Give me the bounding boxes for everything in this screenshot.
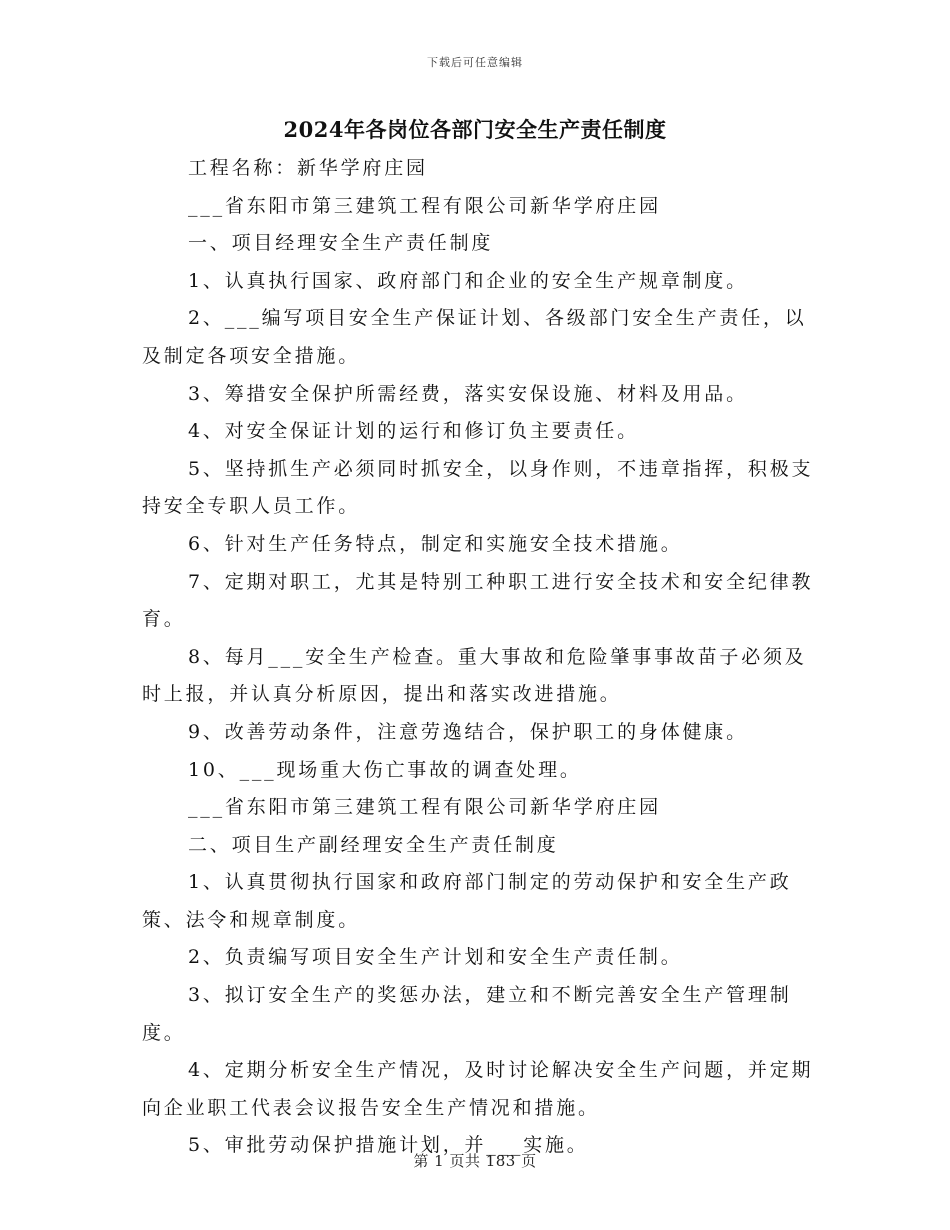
paragraph: 10、___现场重大伤亡事故的调查处理。 bbox=[188, 758, 582, 781]
paragraph: 5、坚持抓生产必须同时抓安全，以身作则，不违章指挥，积极支持安全专职人员工作。 bbox=[142, 457, 814, 518]
header-note: 下载后可任意编辑 bbox=[427, 56, 523, 69]
paragraph: 6、针对生产任务特点，制定和实施安全技术措施。 bbox=[188, 532, 683, 555]
paragraph: 5、审批劳动保护措施计划，并___实施。 bbox=[188, 1134, 589, 1157]
paragraph: 8、每月___安全生产检查。重大事故和危险肇事事故苗子必须及时上报，并认真分析原因，提出和落实改进措施。 bbox=[142, 645, 807, 706]
paragraph: 1、认真贯彻执行国家和政府部门制定的劳动保护和安全生产政策、法令和规章制度。 bbox=[142, 871, 792, 931]
paragraph: 3、拟订安全生产的奖惩办法，建立和不断完善安全生产管理制度。 bbox=[142, 984, 792, 1044]
paragraph: 3、筹措安全保护所需经费，落实安保设施、材料及用品。 bbox=[188, 382, 748, 405]
paragraph-company: ___省东阳市第三建筑工程有限公司新华学府庄园 bbox=[188, 194, 661, 217]
document-title: 2024年各岗位各部门安全生产责任制度 bbox=[283, 117, 667, 142]
paragraph: 9、改善劳动条件，注意劳逸结合，保护职工的身体健康。 bbox=[188, 720, 748, 743]
document-body bbox=[142, 150, 822, 1165]
section-heading-2: 二、项目生产副经理安全生产责任制度 bbox=[188, 833, 559, 856]
paragraph-company: ___省东阳市第三建筑工程有限公司新华学府庄园 bbox=[188, 796, 661, 819]
section-heading-1: 一、项目经理安全生产责任制度 bbox=[188, 232, 494, 255]
paragraph: 4、定期分析安全生产情况，及时讨论解决安全生产问题，并定期向企业职工代表会议报告安全生产情况和措施。 bbox=[142, 1059, 814, 1119]
paragraph: 4、对安全保证计划的运行和修订负主要责任。 bbox=[188, 420, 639, 443]
paragraph: 2、负责编写项目安全生产计划和安全生产责任制。 bbox=[188, 946, 683, 969]
paragraph: 7、定期对职工，尤其是特别工种职工进行安全技术和安全纪律教育。 bbox=[142, 570, 814, 631]
paragraph: 1、认真执行国家、政府部门和企业的安全生产规章制度。 bbox=[188, 269, 748, 292]
paragraph-project-name: 工程名称：新华学府庄园 bbox=[188, 157, 428, 179]
page-footer: 第 1 页共 183 页 bbox=[413, 1152, 537, 1170]
paragraph: 2、___编写项目安全生产保证计划、各级部门安全生产责任，以及制定各项安全措施。 bbox=[142, 307, 807, 367]
